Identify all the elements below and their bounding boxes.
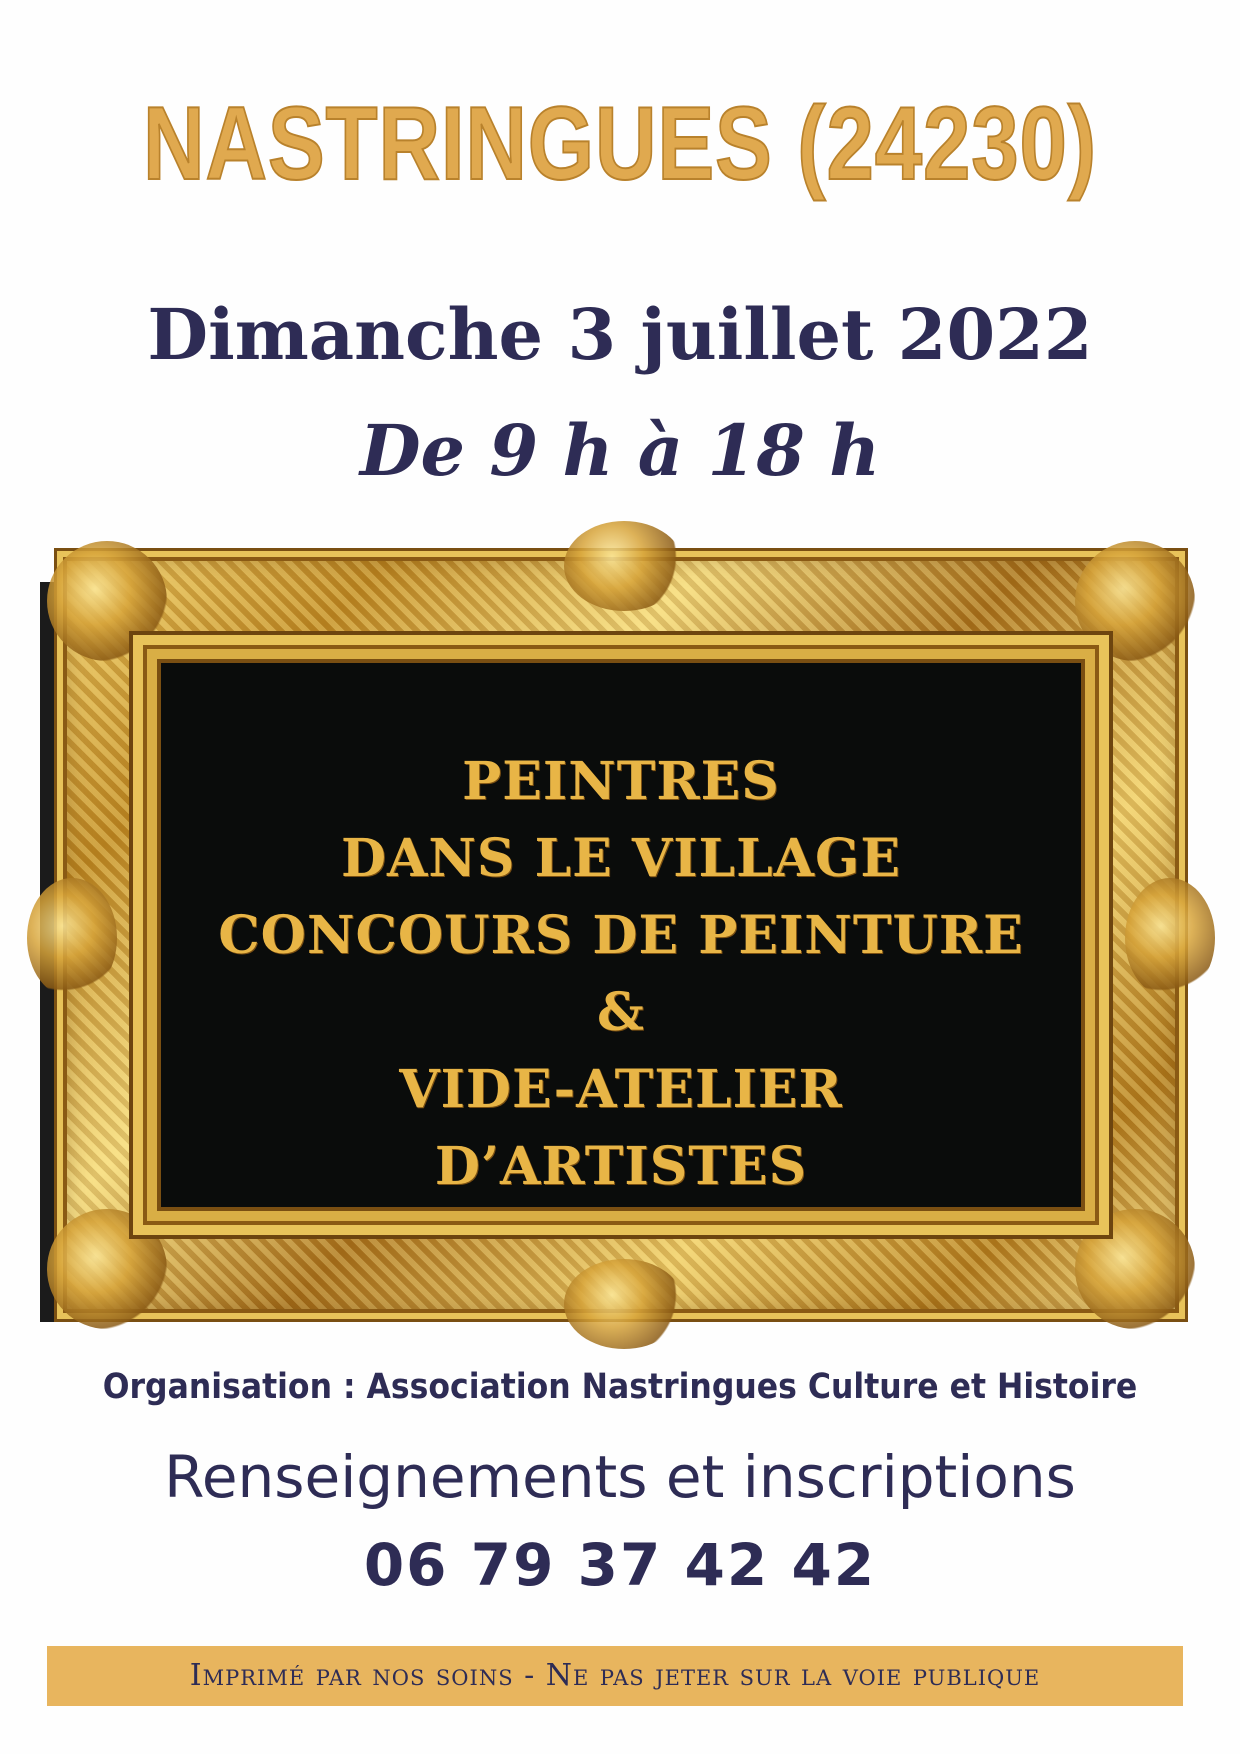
event-description [161, 743, 1081, 1205]
town-title: NASTRINGUES (24230) [143, 86, 1097, 202]
frame-ornament-icon [564, 521, 684, 611]
frame-ornament-icon [1075, 541, 1195, 661]
gilded-frame [54, 548, 1188, 1322]
footer-banner: Imprimé par nos soins - Ne pas jeter sur la voie publique [47, 1646, 1183, 1706]
organisation-text: Organisation : Association Nastringues Culture et Histoire [102, 1367, 1138, 1407]
event-line: DANS LE VILLAGE [340, 828, 902, 889]
event-date: Dimanche 3 juillet 2022 [147, 293, 1093, 376]
frame-canvas [161, 663, 1081, 1207]
frame-ornament-icon [1075, 1209, 1195, 1329]
frame-ornament-icon [47, 1209, 167, 1329]
event-line: D’ARTISTES [434, 1136, 808, 1197]
event-line: PEINTRES [462, 751, 780, 812]
event-line: CONCOURS DE PEINTURE [218, 905, 1024, 966]
info-label: Renseignements et inscriptions [164, 1443, 1076, 1511]
frame-ornament-icon [564, 1259, 684, 1349]
event-line: VIDE-ATELIER [399, 1059, 843, 1120]
phone-number: 06 79 37 42 42 [363, 1531, 877, 1599]
frame-ornament-icon [1125, 878, 1215, 998]
event-line: & [597, 982, 645, 1043]
frame-ornament-icon [47, 541, 167, 661]
event-hours: De 9 h à 18 h [359, 409, 881, 492]
frame-ornament-icon [27, 878, 117, 998]
